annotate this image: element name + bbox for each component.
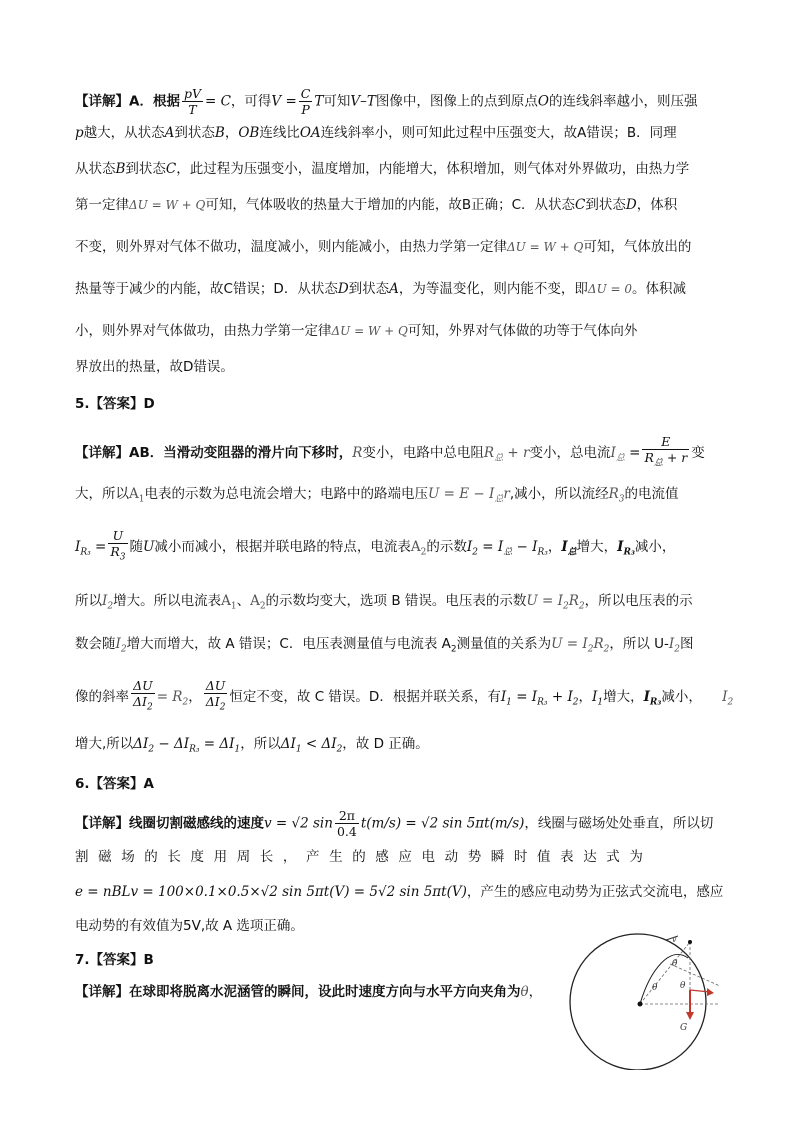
v-label: v	[672, 935, 677, 944]
gravity-arrow-head	[686, 1012, 694, 1020]
q4-line-4: 第一定律ΔU = W + Q可知，气体吸收的热量大于增加的内能，故B正确；C．从状态C到状态D，体积	[75, 197, 678, 213]
pipe-circle	[570, 934, 706, 1070]
q5-heading: 5.【答案】D	[75, 396, 155, 412]
q4-line-5: 不变，则外界对气体不做功，温度减小，则内能减小，由热力学第一定律ΔU = W + Q可知，气体放出的	[75, 239, 692, 255]
ball-point	[688, 940, 692, 944]
q6-line-2: 割磁场的长度用周长，产生的感应电动势瞬时值表达式为	[75, 849, 653, 865]
ball-trajectory	[640, 955, 688, 1004]
force-arrow-head	[707, 988, 714, 996]
g-label: G	[680, 1023, 688, 1033]
q7-line-1: 【详解】在球即将脱离水泥涵管的瞬间，设此时速度方向与水平方向夹角为θ，	[75, 984, 543, 1000]
q6-line-3: e = nBLv = 100×0.1×0.5×√2 sin 5πt(V) = 5√2 sin 5πt(V)，产生的感应电动势为正弦式交流电，感应	[75, 884, 724, 900]
theta-label-3: θ	[680, 981, 686, 991]
q5-line-3: $I_{R_3}$ = $\frac{U}{R_3}$ 随U减小而减小，根据并联电路的特点，电流表$A_2$的示数$I_2 = I_总 - I_{R_3}$，$I_总$增大，$I_{R_3}$减小，	[75, 528, 676, 563]
q4-line-3: 从状态B到状态C，此过程为压强变小，温度增加，内能增大，体积增加，则气体对外界做功，由热力学	[75, 161, 690, 177]
q4-line-2: p越大，从状态A到状态B，OB连线比OA连线斜率小，则可知此过程中压强变大，故A错误；B．同理	[75, 125, 677, 141]
q4-line-7: 小，则外界对气体做功，由热力学第一定律ΔU = W + Q可知，外界对气体做的功等于气体向外	[75, 323, 638, 339]
q6-heading: 6.【答案】A	[75, 776, 154, 792]
q5-line-2: 大，所以$A_1$电表的示数为总电流会增大；电路中的路端电压$U = E - I_总r$,减小，所以流经$R_3$的电流值	[75, 486, 679, 505]
q6-line-1: 【详解】线圈切割磁感线的速度v = √2 sin $\frac{2\pi}{0.4}$ t(m/s) = √2 sin 5πt(m/s)，线圈与磁场处处垂直，所以切	[75, 808, 714, 839]
center-point	[638, 1002, 643, 1007]
pipe-ball-diagram	[560, 930, 730, 1070]
q5-line-7: 增大,所以$\Delta I_2 - \Delta I_{R_3} = \Delta I_1$，所以$\Delta I_1 < \Delta I_2$，故 D 正确。	[75, 736, 429, 755]
q4-line-6: 热量等于减少的内能，故C错误；D．从状态D到状态A，为等温变化，则内能不变，即ΔU = 0。体积减	[75, 281, 687, 297]
q7-heading: 7.【答案】B	[75, 952, 154, 968]
q4-line-8: 界放出的热量，故D错误。	[75, 359, 234, 375]
q5-line-4: 所以$I_2$增大。所以电流表$A_1$、$A_2$的示数均变大，选项 B 错误。电压表的示数$U = I_2R_2$，所以电压表的示	[75, 593, 693, 612]
q6-line-4: 电动势的有效值为5V,故 A 选项正确。	[75, 918, 304, 934]
q5-line-1: 【详解】AB．当滑动变阻器的滑片向下移时，R变小，电路中总电阻$R_总 + r$变小，总电流$I_总$ = $\frac{E}{R_总 + r}$ 变	[75, 434, 705, 469]
tangent-dash	[670, 964, 720, 986]
theta-label-1: θ	[672, 959, 678, 969]
theta-label-2: θ	[652, 983, 658, 993]
q5-line-5: 数会随$I_2$增大而增大，故 A 错误；C．电压表测量值与电流表 $A_2$测量值的关系为$U = I_2R_2$，所以 $U-I_2$图	[75, 636, 694, 655]
q4-line-1: 【详解】A．根据 $\frac{pV}{T}$ = C，可得V = $\frac{C}{P}$ T可知V–T图像中，图像上的点到原点O的连线斜率越小，则压强	[75, 86, 698, 117]
radius-line	[640, 942, 690, 1004]
q5-line-6: 像的斜率 $\frac{\Delta U}{\Delta I_2}$ = $R_2$， $\frac{\Delta U}{\Delta I_2}$ 恒定不变，故 C 错误。D．根据并联关系，有$I_1 = I_{R_3} + I_2$，$I_1$增大，$I_{R_3}$减小， $I_2$	[75, 678, 734, 713]
